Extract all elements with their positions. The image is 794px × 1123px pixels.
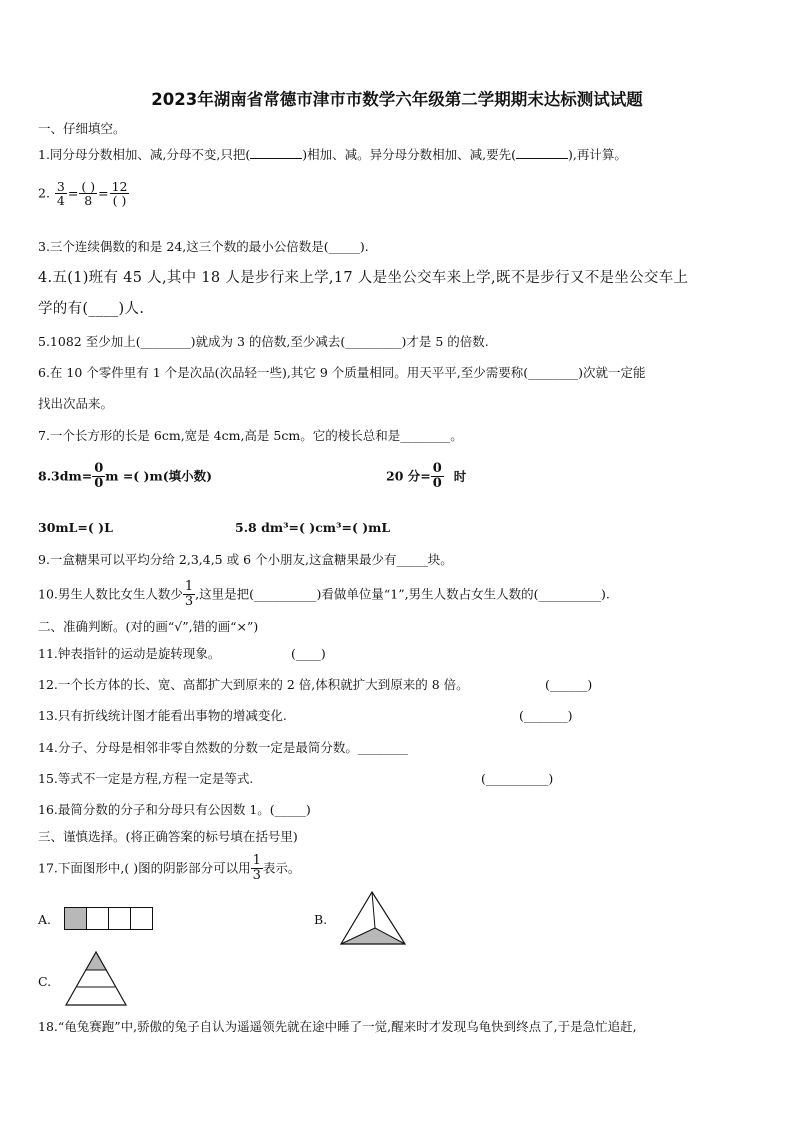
question-8-row-2b: 5.8 dm³=( )cm³=( )mL — [235, 520, 391, 535]
question-1 — [38, 146, 627, 164]
q17-option-c-label[interactable]: C. — [38, 974, 52, 989]
question-11: 11.钟表指针的运动是旋转现象。 — [38, 646, 221, 661]
q8-fraction-b[interactable]: $\frac{0}{0}$ — [432, 461, 442, 491]
option-a-shaded-cell — [65, 908, 87, 930]
q12-answer-blank[interactable]: (______) — [545, 677, 593, 692]
q17-option-c-figure[interactable] — [64, 950, 130, 1008]
q1-blank-1[interactable] — [250, 158, 302, 159]
question-3: 3.三个连续偶数的和是 24,这三个数的最小公倍数是(_____). — [38, 239, 369, 254]
q1-blank-2[interactable] — [516, 158, 568, 159]
q2-fraction-3[interactable]: $\frac{12}{( )}$ — [111, 179, 128, 208]
q11-answer-blank[interactable]: (____) — [291, 646, 326, 661]
question-12: 12.一个长方体的长、宽、高都扩大到原来的 2 倍,体积就扩大到原来的 8 倍。 — [38, 677, 469, 692]
question-7: 7.一个长方形的长是 6cm,宽是 4cm,高是 5cm。它的棱长总和是________。 — [38, 428, 463, 443]
q17-fraction: $\frac{1}{3}$ — [252, 853, 261, 883]
question-17: 17.下面图形中,( )图的阴影部分可以用 $\frac{1}{3}$ 表示。 — [38, 853, 301, 883]
question-15: 15.等式不一定是方程,方程一定是等式. — [38, 771, 254, 786]
question-4-line-2: 学的有(____)人. — [38, 301, 145, 317]
question-8-row-2a: 30mL=( )L — [38, 520, 113, 535]
question-5: 5.1082 至少加上(________)就成为 3 的倍数,至少减去(_________)才是 5 的倍数. — [38, 334, 489, 349]
question-9: 9.一盒糖果可以平均分给 2,3,4,5 或 6 个小朋友,这盒糖果最少有_____块。 — [38, 552, 453, 567]
q15-answer-blank[interactable]: (__________) — [481, 771, 554, 786]
q8-fraction-a[interactable]: $\frac{0}{0}$ — [94, 461, 104, 491]
option-c-shaded-top — [86, 952, 106, 970]
question-4-line-1: 4.五(1)班有 45 人,其中 18 人是步行来上学,17 人是坐公交车来上学,既不是步行又不是坐公交车上 — [38, 270, 689, 286]
q2-fraction-1: $\frac{3}{4}$ — [56, 179, 65, 208]
option-a-cell — [87, 908, 109, 930]
question-10: 10.男生人数比女生人数少 $\frac{1}{3}$ ,这里是把(__________)看做单位量“1”,男生人数占女生人数的(__________). — [38, 579, 610, 609]
option-a-cell — [109, 908, 131, 930]
question-8-row-1b: 20 分= $\frac{0}{0}$ 时 — [386, 461, 467, 491]
q10-fraction: $\frac{1}{3}$ — [184, 579, 194, 609]
page-title: 2023年湖南省常德市津市市数学六年级第二学期期末达标测试试题 — [151, 90, 643, 109]
section-3-heading: 三、谨慎选择。(将正确答案的标号填在括号里) — [38, 829, 298, 844]
q17-option-b-figure[interactable] — [339, 890, 409, 948]
question-18: 18.“龟兔赛跑”中,骄傲的兔子自认为遥遥领先就在途中睡了一觉,醒来时才发现乌龟快到终点了,于是急忙追赶, — [38, 1019, 637, 1034]
q1-prefix: 1.同分母分数相加、减,分母不变,只把( — [38, 147, 251, 162]
q2-fraction-2[interactable]: $\frac{( )}{8}$ — [81, 179, 96, 208]
question-8-row-1: 8.3dm= $\frac{0}{0}$ m =( )m(填小数) — [38, 461, 213, 491]
q13-answer-blank[interactable]: (_______) — [519, 708, 573, 723]
question-6-line-1: 6.在 10 个零件里有 1 个是次品(次品轻一些),其它 9 个质量相同。用天平平,至少需要称(________)次就一定能 — [38, 365, 646, 380]
question-16: 16.最简分数的分子和分母只有公因数 1。(_____) — [38, 802, 311, 817]
section-1-heading: 一、仔细填空。 — [38, 121, 126, 136]
q17-option-b-label[interactable]: B. — [314, 912, 328, 927]
q2-number: 2. — [38, 185, 50, 201]
q1-mid: )相加、减。异分母分数相加、减,要先( — [302, 147, 516, 162]
q1-suffix: ),再计算。 — [568, 147, 627, 162]
question-14: 14.分子、分母是相邻非零自然数的分数一定是最简分数。________ — [38, 740, 408, 755]
question-13: 13.只有折线统计图才能看出事物的增减变化. — [38, 708, 287, 723]
q17-option-a-figure[interactable] — [64, 907, 156, 933]
q17-option-a-label[interactable]: A. — [38, 912, 52, 927]
section-2-heading: 二、准确判断。(对的画“√”,错的画“×”) — [38, 619, 259, 634]
option-a-cell — [131, 908, 153, 930]
question-6-line-2: 找出次品来。 — [38, 396, 114, 411]
question-2: 2. $\frac{3}{4}$ = $\frac{( )}{8}$ = $\frac{12}{( )}$ — [38, 179, 128, 208]
